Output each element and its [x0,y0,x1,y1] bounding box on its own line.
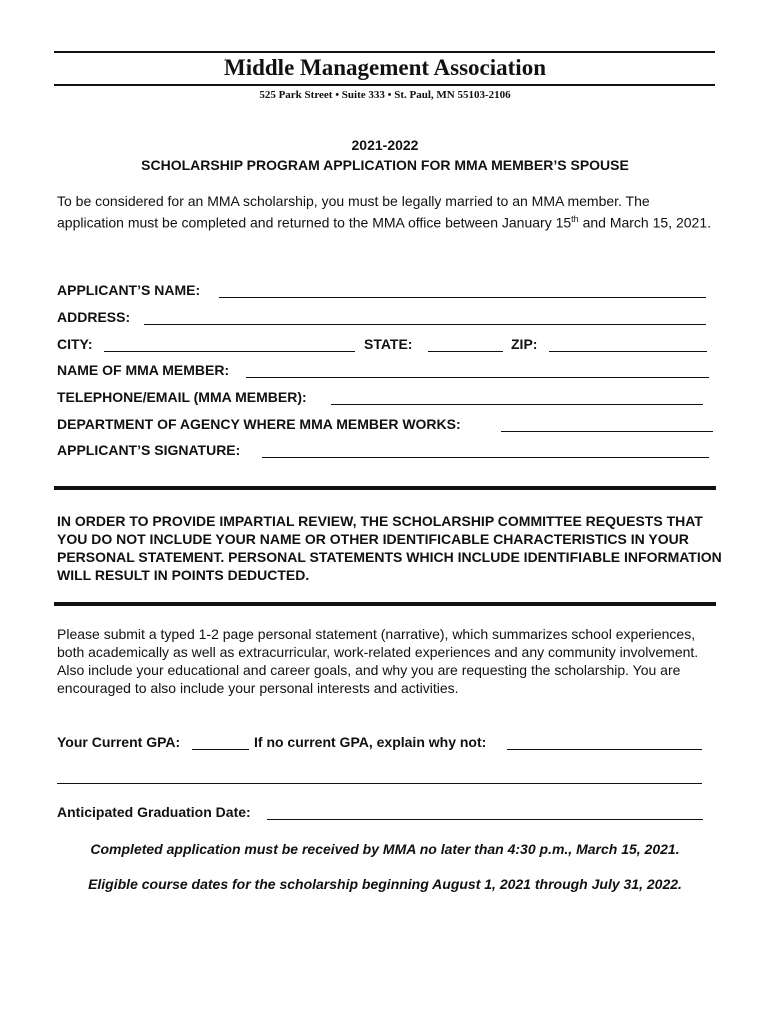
graduation-date-field[interactable] [267,819,703,820]
header-top-rule [54,51,715,53]
gpa-label: Your Current GPA: [57,734,181,750]
program-year: 2021-2022 [351,137,419,153]
program-title: SCHOLARSHIP PROGRAM APPLICATION FOR MMA MEMBER’S SPOUSE [141,157,629,173]
address-field[interactable] [144,324,706,325]
member-name-field[interactable] [246,377,709,378]
gpa-explain-label: If no current GPA, explain why not: [254,734,487,750]
state-label: STATE: [364,336,413,352]
gpa-explain-field-line-2[interactable] [57,783,702,784]
member-name-label: NAME OF MMA MEMBER: [57,362,230,378]
telephone-email-label: TELEPHONE/EMAIL (MMA MEMBER): [57,389,307,405]
gpa-explain-field[interactable] [507,749,702,750]
header-bottom-rule [54,84,715,86]
notice-bottom-rule [54,602,716,606]
telephone-email-field[interactable] [331,404,703,405]
gpa-field[interactable] [192,749,249,750]
impartial-review-notice: IN ORDER TO PROVIDE IMPARTIAL REVIEW, THE SCHOLARSHIP COMMITTEE REQUESTS THAT YOU DO NOT INCLUDE YOUR NAME OR OTHER IDENTIFICABLE CHARACTERISTICS IN YOUR PERSONAL STATEMENT. PERSONAL STATEMENTS WHICH INCLUDE IDENTIFIABLE INFORMATION WILL RESULT IN POINTS DEDUCTED. [57,513,722,583]
personal-statement-instructions: Please submit a typed 1-2 page personal statement (narrative), which summarizes school experiences, both academically as well as extracurricular, work-related experiences and any community involvement. Also include your educational and career goals, and why you are requesting the scholarship. You are encouraged to also include your personal interests and activities. [57,626,699,696]
organization-address: 525 Park Street • Suite 333 • St. Paul, MN 55103-2106 [259,89,511,101]
city-field[interactable] [104,351,355,352]
state-field[interactable] [428,351,503,352]
intro-text-part2: and March 15, 2021. [578,214,711,231]
intro-paragraph [57,192,717,232]
notice-top-rule [54,486,716,490]
applicant-name-label: APPLICANT’S NAME: [57,282,201,298]
zip-label: ZIP: [511,336,538,352]
address-label: ADDRESS: [57,309,131,325]
department-label: DEPARTMENT OF AGENCY WHERE MMA MEMBER WORKS: [57,416,461,432]
department-field[interactable] [501,431,713,432]
eligibility-note: Eligible course dates for the scholarship beginning August 1, 2021 through July 31, 2022. [88,876,682,892]
signature-label: APPLICANT’S SIGNATURE: [57,442,241,458]
graduation-date-label: Anticipated Graduation Date: [57,804,251,820]
deadline-note: Completed application must be received by MMA no later than 4:30 p.m., March 15, 2021. [90,841,680,857]
applicant-name-field[interactable] [219,297,706,298]
zip-field[interactable] [549,351,707,352]
organization-name: Middle Management Association [224,55,546,80]
city-label: CITY: [57,336,93,352]
intro-text-part1: To be considered for an MMA scholarship, you must be legally married to an MMA member. The application must be completed and returned to the MMA office between January 15 [57,193,650,231]
intro-superscript: th [571,214,579,224]
signature-field[interactable] [262,457,709,458]
